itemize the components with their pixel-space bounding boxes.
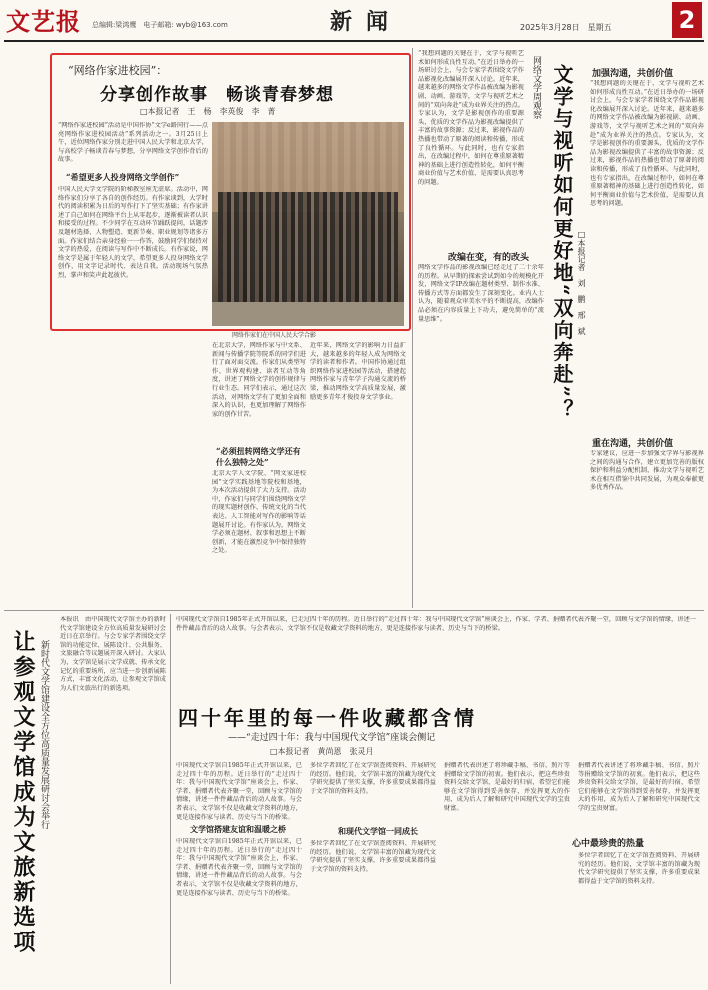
middle-subhead-2: 和现代文学馆一同成长 [338,826,418,836]
lead-column-2b: 北京大学人文学院、“网文家进校园”文学实践基地等院校和基地，为本次活动提供了大力支持。活动中，作家们与同学们围绕网络文学的现实题材创作、传统文化的当代表达、人工智能对写作的影响等话题展开讨论。有作家认为，网络文学必须在题材、叙事和思想上不断创新，才能在激烈竞争中保持独特之处。 [212,470,306,555]
middle-col-1b: 中国现代文学馆自1985年正式开馆以来，已走过四十年的历程。近日举行的“走过四十年：我与中国现代文学馆”座谈会上，作家、学者、捐赠者代表齐聚一堂，回顾与文学馆的情缘，讲述一件件藏品背后的动人故事。与会者表示，文学馆不仅是收藏文学资料的地方，更是连接作家与读者、历史与当下的桥梁。 [176,838,302,897]
middle-col-4b: 多位学者回忆了在文学馆查阅资料、开展研究的经历。他们说，文学馆丰富的馆藏为现代文学研究提供了坚实支撑，许多重要成果都得益于文学馆的资料支持。 [578,852,700,885]
lead-column-2: 在北京大学，网络作家与中文系、新闻与传播学院等院系的同学们进行了面对面交流。作家们从类型写作、世界观构建、读者互动等角度，讲述了网络文学的创作规律与行业生态。同学们表示，通过这次活动，对网络文学有了更加全面和深入的认识，也更加理解了网络作家的创作甘苦。 [212,342,306,418]
museum-text: 本报讯 由中国现代文学馆主办的新时代文学馆建设全方位高质量发展研讨会近日在京举行。与会专家学者围绕文学馆的功能定位、展陈设计、公共服务、文旅融合等议题展开深入研讨。大家认为，文学馆是展示文学成就、传承文化记忆的重要场所，应当进一步创新展陈方式，丰富文化活动，让参观文学馆成为人们文旅出行的新选项。 [60,616,166,692]
column-divider-2 [170,614,171,984]
feature-col-a: “我想问题的关键在于，文学与视听艺术如何形成良性互动。”在近日举办的一场研讨会上，与会专家学者围绕文学作品影视化改编展开深入讨论。近年来，越来越多的网络文学作品被改编为影视剧、动画、游戏等，文学与视听艺术之间的“双向奔赴”成为业界关注的热点。专家认为，文学是影视创作的重要源头，优质的文学作品为影视改编提供了丰富的故事资源；反过来，影视作品的热播也带动了原著的阅读和传播，形成了良性循环。与此同时，也有专家指出，在改编过程中，如何在尊重原著精神的基础上进行创造性转化，如何平衡商业价值与艺术价值，是需要认真思考的问题。 [418,50,524,186]
middle-subhead-3: 心中最珍贵的热量 [572,839,645,849]
feature-kicker: 网络文学周观察 [531,56,541,119]
column-divider [412,48,413,608]
feature-byline: □本报记者 刘 鹏 邢 斌 [577,230,586,335]
lead-headline[interactable]: 分享创作故事 畅谈青春梦想 [100,85,334,105]
museum-title[interactable]: 让参观文学馆成为文旅新选项 [10,630,36,955]
section-divider [4,610,704,611]
middle-col-4a: 捐赠者代表讲述了将珍藏手稿、书信、照片等捐赠给文学馆的初衷。他们表示，把这些珍贵资料交给文学馆，是最好的归宿，希望它们能够在文学馆得到妥善保存，并发挥更大的作用，成为后人了解和研究中国现代文学的宝贵财富。 [578,762,700,812]
header-info: 总编辑:梁鸿鹰 电子邮箱: wyb@163.com [92,21,228,29]
middle-col-1a: 中国现代文学馆自1985年正式开馆以来，已走过四十年的历程。近日举行的“走过四十年：我与中国现代文学馆”座谈会上，作家、学者、捐赠者代表齐聚一堂，回顾与文学馆的情缘，讲述一件件藏品背后的动人故事。与会者表示，文学馆不仅是收藏文学资料的地方，更是连接作家与读者、历史与当下的桥梁。 [176,762,302,821]
middle-subtitle: ——“走过四十年：我与中国现代文学馆”座谈会侧记 [228,733,436,743]
photo-ground [212,302,404,326]
feature-subhead-2: 重在沟通，共创价值 [592,439,674,449]
middle-col-2b: 多位学者回忆了在文学馆查阅资料、开展研究的经历。他们说，文学馆丰富的馆藏为现代文学研究提供了坚实支撑，许多重要成果都得益于文学馆的资料支持。 [310,840,436,873]
middle-col-3: 捐赠者代表讲述了将珍藏手稿、书信、照片等捐赠给文学馆的初衷。他们表示，把这些珍贵资料交给文学馆，是最好的归宿，希望它们能够在文学馆得到妥善保存，并发挥更大的作用，成为后人了解和研究中国现代文学的宝贵财富。 [444,762,570,812]
issue-date: 2025年3月28日 星期五 [520,23,612,32]
header-rule [4,40,704,42]
feature-subhead-mid: 改编在变，有的改头 [448,253,530,263]
photo-caption: 网络作家们在中国人民大学合影 [232,332,317,339]
middle-subhead-1: 文学馆搭建友谊和温暖之桥 [190,824,286,834]
lead-intro: “网络作家进校园”活动是中国作协“文学e路同行——点亮网络作家进校园活动”系列活动之一。3月25日上午，近位网络作家分别走进中国人民大学和北京大学，与高校学子畅谈青春与梦想，分享网络文学创作背后的故事。 [58,122,208,164]
lead-subhead-2: “必须扭转网络文学还有什么独特之处” [216,446,301,467]
lead-column-1: 中国人民大学文学院的阶梯教室座无虚席。活动中，网络作家们分享了各自的创作经历。有作家谈到，大学时代的阅读积累为日后的写作打下了坚实基础；有作家讲述了自己如何在网络平台上从零起步，逐渐被读者认识和接受的过程。不少同学在互动环节踊跃提问，话题涉及题材选择、人物塑造、更新节奏、职业规划等诸多方面。作家们结合亲身经验一一作答，鼓励同学们保持对文学的热爱，在阅读与写作中不断成长。有作家说，网络文学是属于年轻人的文学，希望更多人投身网络文学创作，用文字记录时代、表达自我。活动现场气氛热烈，掌声和笑声此起彼伏。 [58,186,208,279]
lead-column-3: 近年来，网络文学的影响力日益扩大，越来越多的年轻人成为网络文学的读者和作者。中国作协通过组织网络作家进校园等活动，搭建起网络作家与青年学子沟通交流的桥梁，推动网络文学高质量发展，激励更多青年才俊投身文学事业。 [310,342,406,401]
middle-top-text: 中国现代文学馆自1985年正式开馆以来，已走过四十年的历程。近日举行的“走过四十年：我与中国现代文学馆”座谈会上，作家、学者、捐赠者代表齐聚一堂，回顾与文学馆的情缘，讲述一件件藏品背后的动人故事。与会者表示，文学馆不仅是收藏文学资料的地方，更是连接作家与读者、历史与当下的桥梁。 [176,616,696,632]
feature-title[interactable]: 文学与视听如何更好地“双向奔赴”？ [550,64,574,422]
feature-col-b: 网络文学作品的影视改编已经走过了二十余年的历程。从早期的探索尝试到如今的规模化开发，网络文学IP改编在题材类型、制作水准、传播方式等方面都发生了深刻变化。业内人士认为，随着观众审美水平的不断提高，改编作品必须在内容质量上下功夫，避免简单的“流量思维”。 [418,264,544,323]
photo-people [218,192,398,302]
middle-byline: □本报记者 黄尚恩 张灵月 [270,747,374,756]
middle-headline[interactable]: 四十年里的每一件收藏都含情 [178,706,477,730]
feature-col-c: “我想问题的关键在于，文学与视听艺术如何形成良性互动。”在近日举办的一场研讨会上，与会专家学者围绕文学作品影视化改编展开深入讨论。近年来，越来越多的网络文学作品被改编为影视剧、动画、游戏等，文学与视听艺术之间的“双向奔赴”成为业界关注的热点。专家认为，文学是影视创作的重要源头，优质的文学作品为影视改编提供了丰富的故事资源；反过来，影视作品的热播也带动了原著的阅读和传播，形成了良性循环。与此同时，也有专家指出，在改编过程中，如何在尊重原著精神的基础上进行创造性转化，如何平衡商业价值与艺术价值，是需要认真思考的问题。 [590,80,704,208]
group-photo [212,122,404,326]
page-number: 2 [672,2,702,38]
lead-byline: □本报记者 王 杨 李英俊 李 菁 [140,107,276,116]
newspaper-logo: 文艺报 [6,7,81,36]
lead-subhead-1: “希望更多人投身网络文学创作” [66,172,180,182]
middle-col-2a: 多位学者回忆了在文学馆查阅资料、开展研究的经历。他们说，文学馆丰富的馆藏为现代文学研究提供了坚实支撑，许多重要成果都得益于文学馆的资料支持。 [310,762,436,795]
museum-subtitle: 新时代文学馆建设全方位高质量发展研讨会举行 [39,640,49,829]
feature-subhead-1: 加强沟通，共创价值 [592,69,674,79]
feature-col-d: 专家建议，应进一步加强文学界与影视界之间的沟通与合作，建立更加完善的版权保护和利益分配机制，推动文学与视听艺术在相互借鉴中共同发展，为观众奉献更多优秀作品。 [590,450,704,492]
lead-kicker: “网络作家进校园”： [68,64,168,77]
section-title: 新闻 [330,9,403,35]
